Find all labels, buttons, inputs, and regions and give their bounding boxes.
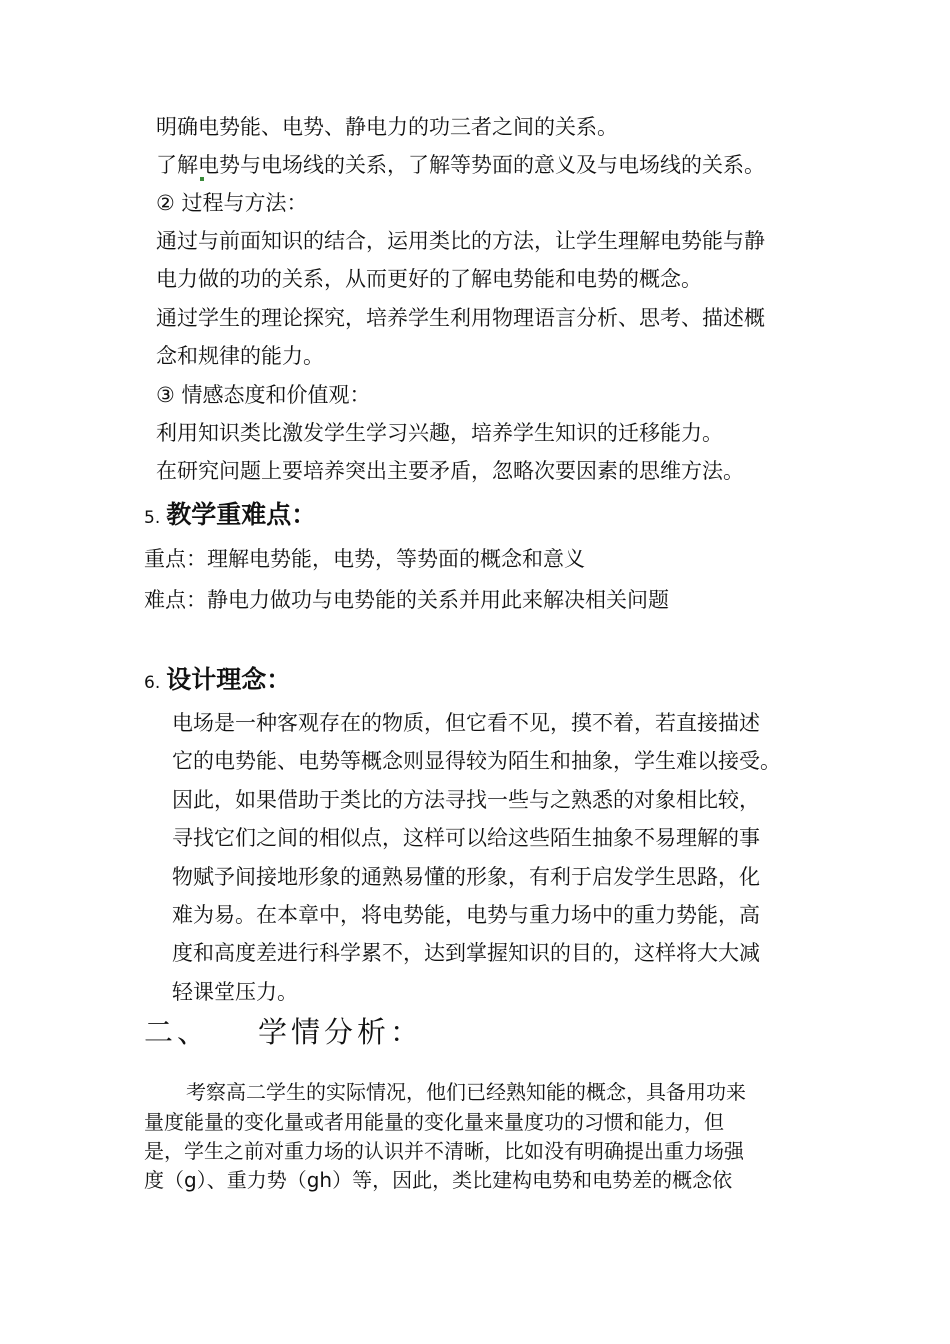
objective-line: 明确电势能、电势、静电力的功三者之间的关系。 bbox=[156, 115, 618, 139]
design-line: 寻找它们之间的相似点，这样可以给这些陌生抽象不易理解的事 bbox=[172, 826, 760, 850]
design-line: 它的电势能、电势等概念则显得较为陌生和抽象，学生难以接受。 bbox=[172, 749, 781, 773]
design-line: 度和高度差进行科学累不，达到掌握知识的目的，这样将大大减 bbox=[172, 941, 760, 965]
section-number: 6. bbox=[144, 673, 161, 693]
design-line: 电场是一种客观存在的物质，但它看不见，摸不着，若直接描述 bbox=[172, 711, 760, 735]
design-line: 轻课堂压力。 bbox=[172, 980, 298, 1004]
section-6-heading bbox=[144, 665, 291, 698]
section-title: 教学重难点： bbox=[166, 500, 317, 529]
analysis-line: 是，学生之前对重力场的认识并不清晰，比如没有明确提出重力场强 bbox=[144, 1139, 744, 1163]
objective-line: 电力做的功的关系，从而更好的了解电势能和电势的概念。 bbox=[156, 267, 702, 291]
chapter-title: 学情分析： bbox=[258, 1015, 424, 1049]
objective-line: 通过学生的理论探究，培养学生利用物理语言分析、思考、描述概 bbox=[156, 306, 765, 330]
key-point: 重点：理解电势能，电势，等势面的概念和意义 bbox=[144, 547, 585, 571]
objective-line: 在研究问题上要培养突出主要矛盾，忽略次要因素的思维方法。 bbox=[156, 459, 744, 483]
objective-line: 通过与前面知识的结合，运用类比的方法，让学生理解电势能与静 bbox=[156, 229, 765, 253]
section-title: 设计理念： bbox=[166, 665, 292, 694]
subheading-process-method: ② 过程与方法： bbox=[156, 191, 308, 215]
edit-mark bbox=[200, 177, 204, 181]
difficult-point: 难点：静电力做功与电势能的关系并用此来解决相关问题 bbox=[144, 588, 669, 612]
section-number: 5. bbox=[144, 508, 161, 528]
objective-line: 利用知识类比激发学生学习兴趣，培养学生知识的迁移能力。 bbox=[156, 421, 723, 445]
objective-line: 念和规律的能力。 bbox=[156, 344, 324, 368]
section-5-heading bbox=[144, 500, 316, 533]
analysis-line: 量度能量的变化量或者用能量的变化量来量度功的习惯和能力，但 bbox=[144, 1110, 724, 1134]
chapter-2-heading bbox=[144, 1010, 423, 1051]
analysis-line: 度（g）、重力势（gh）等，因此，类比建构电势和电势差的概念依 bbox=[144, 1168, 733, 1192]
design-line: 因此，如果借助于类比的方法寻找一些与之熟悉的对象相比较， bbox=[172, 788, 760, 812]
design-line: 物赋予间接地形象的通熟易懂的形象，有利于启发学生思路，化 bbox=[172, 865, 760, 889]
subheading-attitude-values: ③ 情感态度和价值观： bbox=[156, 383, 371, 407]
design-line: 难为易。在本章中，将电势能，电势与重力场中的重力势能，高 bbox=[172, 903, 760, 927]
analysis-line: 考察高二学生的实际情况，他们已经熟知能的概念，具备用功来 bbox=[186, 1080, 746, 1104]
objective-line: 了解电势与电场线的关系，了解等势面的意义及与电场线的关系。 bbox=[156, 153, 765, 177]
chapter-number: 二、 bbox=[144, 1015, 211, 1049]
